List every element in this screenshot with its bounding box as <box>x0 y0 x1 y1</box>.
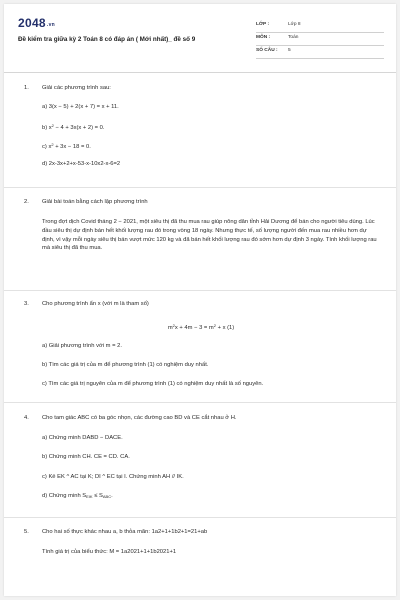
question-text: Cho hai số thực khác nhau a, b thỏa mãn: 1a2+1+1b2+1=21+ab <box>42 529 208 535</box>
document-header <box>18 16 384 62</box>
question-text: Giải bài toán bằng cách lập phương trình <box>42 199 148 205</box>
question-1-part-a <box>42 103 382 112</box>
question-3-part-a: a) Giải phương trình với m = 2. <box>42 343 122 349</box>
meta-value: Lớp 8 <box>288 22 301 27</box>
part-text: b) x <box>42 125 52 131</box>
question-4-part-c: c) Kẻ EK ^ AC tại K; DI ^ EC tại I. Chứng minh AH // IK. <box>42 474 184 480</box>
question-number: 3. <box>24 301 29 307</box>
question-divider <box>4 402 396 403</box>
meta-value: 5 <box>288 48 291 53</box>
question-number: 2. <box>24 199 29 205</box>
document-title: Đề kiểm tra giữa kỳ 2 Toán 8 có đáp án ( Mới nhất)_ đề số 9 <box>18 36 196 43</box>
question-3-equation <box>18 322 384 333</box>
meta-row-class <box>256 20 384 33</box>
part-text: a) 3(x − 5) + 2(x + 7) = x + 11. <box>42 104 119 110</box>
logo-suffix: .vn <box>46 22 56 28</box>
question-text: Giải các phương trình sau: <box>42 85 111 91</box>
subscript: EIK <box>86 494 93 499</box>
question-divider <box>4 290 396 291</box>
exponent: 2 <box>51 123 54 128</box>
question-number: 4. <box>24 415 29 421</box>
question-divider <box>4 187 396 188</box>
question-1-part-b <box>42 122 382 133</box>
part-text: d) Chứng minh S <box>42 493 87 499</box>
part-text: c) x <box>42 144 52 150</box>
question-text: Cho phương trình ẩn x (với m là tham số) <box>42 301 149 307</box>
question-3-part-b: b) Tìm các giá trị của m để phương trình (1) có nghiệm duy nhất. <box>42 362 209 368</box>
question-text: Cho tam giác ABC có ba góc nhọn, các đường cao BD và CE cắt nhau ở H. <box>42 415 237 421</box>
document-page <box>4 4 396 596</box>
equation-part: m <box>167 325 173 331</box>
question-4-part-a: a) Chứng minh DABD − DACE. <box>42 435 123 441</box>
question-4-part-b: b) Chứng minh CH. CE = CD. CA. <box>42 454 130 460</box>
part-text: d) 2x-3x+2+x-53-x-10x2-x-6=2 <box>42 161 121 167</box>
meta-row-subject <box>256 33 384 46</box>
question-2-paragraph: Trong đợt dịch Covid tháng 2 − 2021, một siêu thị đã thu mua rau giúp nông dân tỉnh Hải Dương để bán cho người tiêu dùng. Lúc đầu siêu thị dự định bán hết khối lượng rau đó trong vòng 18 ngày. Nhưng thực tế, số lượng người đến mua rau nhiều hơn dự định, vì vậy mỗi ngày siêu thị bán vượt mức 120 kg và đã bán hết khối lượng rau đó sớm hơn dự định 3 ngày. Tính khối lượng rau mà siêu thị đã thu mua. <box>42 219 377 252</box>
subscript: ABC <box>102 494 112 499</box>
exponent: 2 <box>51 142 54 147</box>
question-5-part: Tính giá trị của biểu thức: M = 1a2021+1+1b2021+1 <box>42 549 177 555</box>
question-4-part-d <box>42 492 382 502</box>
equation-part: x + 4m − 3 = m <box>174 325 214 331</box>
meta-value: Toán <box>288 35 299 40</box>
question-number: 1. <box>24 85 29 91</box>
question-number: 5. <box>24 529 29 535</box>
meta-label: SỐ CÂU : <box>256 48 278 53</box>
meta-table <box>256 20 384 59</box>
question-divider <box>4 517 396 518</box>
part-text: − 4 + 3x(x + 2) = 0. <box>53 125 105 131</box>
meta-label: LỚP : <box>256 22 270 27</box>
meta-label: MÔN : <box>256 35 271 40</box>
equation-part: + x (1) <box>215 325 235 331</box>
site-logo[interactable] <box>18 16 55 30</box>
question-1-part-c <box>42 141 382 152</box>
exponent: 2 <box>172 323 175 328</box>
exponent: 2 <box>213 323 216 328</box>
meta-row-count <box>256 46 384 59</box>
part-text: ≤ S <box>92 493 103 499</box>
logo-text: 2048 <box>18 16 46 30</box>
question-3-part-c: c) Tìm các giá trị nguyên của m để phương trình (1) có nghiệm duy nhất là số nguyên. <box>42 381 264 387</box>
header-divider <box>4 72 396 73</box>
part-text: . <box>111 493 113 499</box>
question-1-part-d <box>42 160 382 169</box>
part-text: + 3x − 18 = 0. <box>53 144 91 150</box>
